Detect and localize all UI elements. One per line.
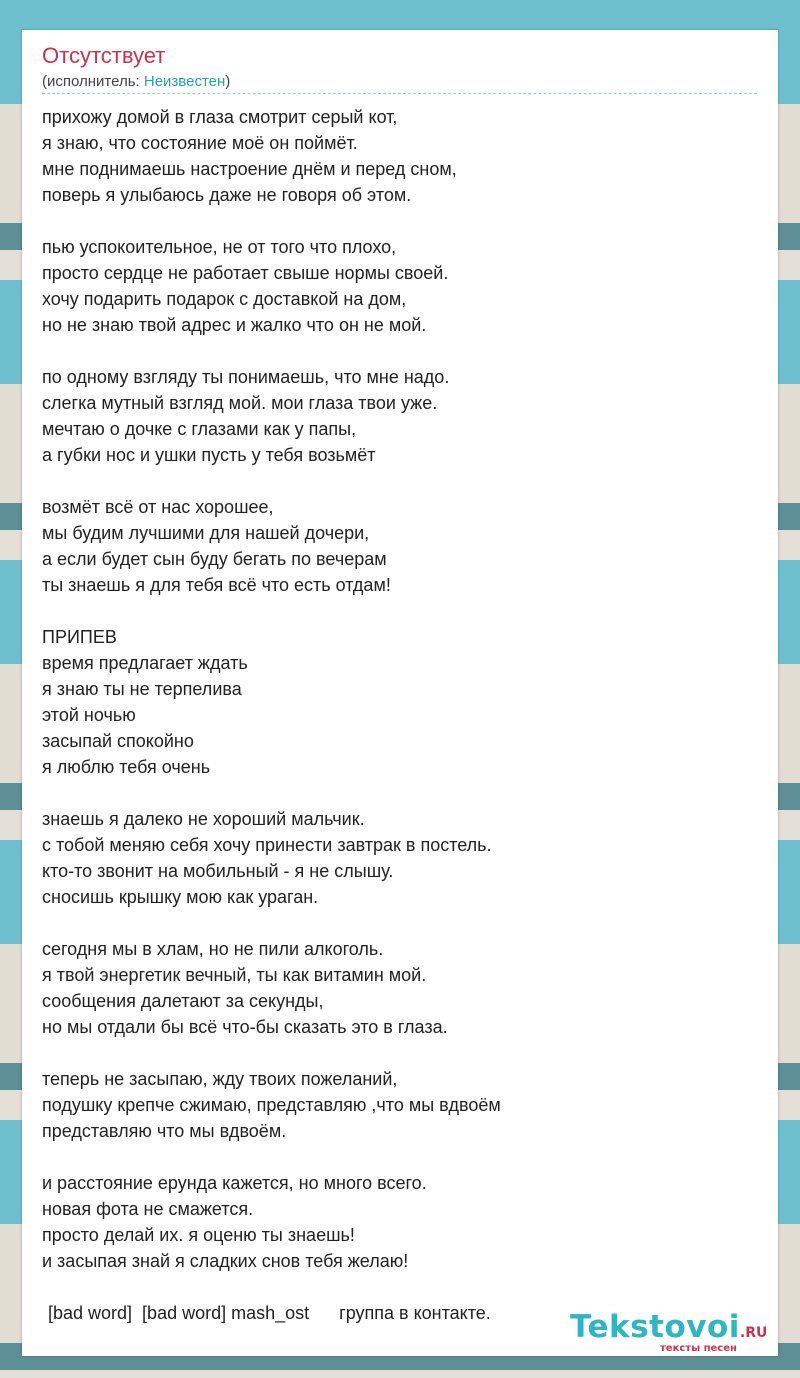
- lyrics-stanza: [42, 364, 742, 468]
- artist-line: [42, 72, 230, 92]
- lyric-line: возмёт всё от нас хорошее,: [42, 497, 274, 517]
- lyric-line: а если будет сын буду бегать по вечерам: [42, 549, 387, 569]
- lyric-line: мечтаю о дочке с глазами как у папы,: [42, 419, 357, 439]
- lyric-line: знаешь я далеко не хороший мальчик.: [42, 809, 365, 829]
- lyric-line: просто делай их. я оценю ты знаешь!: [42, 1225, 355, 1245]
- lyric-line: прихожу домой в глаза смотрит серый кот,: [42, 107, 398, 127]
- lyrics-stanza: [42, 234, 742, 338]
- lyrics-stanza: [42, 624, 742, 780]
- lyrics-stanza: [42, 936, 742, 1040]
- artist-link[interactable]: Неизвестен: [143, 73, 226, 90]
- lyric-line: и расстояние ерунда кажется, но много всего.: [42, 1173, 427, 1193]
- lyric-line: засыпай спокойно: [42, 731, 194, 751]
- lyric-line: я знаю, что состояние моё он поймёт.: [42, 133, 358, 153]
- lyric-line: сносишь крышку мою как ураган.: [42, 887, 319, 907]
- logo-tld: .RU: [739, 1325, 768, 1341]
- lyrics-footer: [bad word] [bad word] mash_ost группа в контакте.: [48, 1303, 491, 1323]
- lyric-line: сообщения далетают за секунды,: [42, 991, 324, 1011]
- lyric-line: кто-то звонит на мобильный - я не слышу.: [42, 861, 394, 881]
- lyric-line: подушку крепче сжимаю, представляю ,что мы вдвоём: [42, 1095, 501, 1115]
- lyrics-stanza: [42, 1170, 742, 1274]
- lyric-line: я твой энергетик вечный, ты как витамин мой.: [42, 965, 427, 985]
- lyric-line: я знаю ты не терпелива: [42, 679, 242, 699]
- lyrics-stanza: [42, 494, 742, 598]
- lyric-line: ты знаешь я для тебя всё что есть отдам!: [42, 575, 391, 595]
- lyric-line: этой ночью: [42, 705, 136, 725]
- lyric-line: и засыпая знай я сладких снов тебя желаю!: [42, 1251, 409, 1271]
- lyric-line: поверь я улыбаюсь даже не говоря об этом.: [42, 185, 412, 205]
- lyric-line: просто сердце не работает свыше нормы своей.: [42, 263, 449, 283]
- lyric-line: мне поднимаешь настроение днём и перед сном,: [42, 159, 457, 179]
- lyrics-stanza: [42, 1066, 742, 1144]
- lyric-line: а губки нос и ушки пусть у тебя возьмёт: [42, 445, 376, 465]
- lyric-line: пью успокоительное, не от того что плохо,: [42, 237, 397, 257]
- artist-suffix: ): [225, 73, 231, 90]
- lyric-line: по одному взгляду ты понимаешь, что мне надо.: [42, 367, 450, 387]
- lyrics-body: [42, 104, 742, 1300]
- lyric-line: но мы отдали бы всё что-бы сказать это в глаза.: [42, 1017, 448, 1037]
- artist-prefix: (исполнитель:: [42, 73, 144, 90]
- site-logo[interactable]: [570, 1310, 780, 1356]
- logo-wordmark: Tekstovoi: [570, 1309, 740, 1345]
- lyric-line: сегодня мы в хлам, но не пили алкоголь.: [42, 939, 384, 959]
- logo-subtitle: тексты песен: [660, 1343, 737, 1354]
- lyric-line: новая фота не смажется.: [42, 1199, 254, 1219]
- lyric-line: хочу подарить подарок с доставкой на дом,: [42, 289, 407, 309]
- lyric-line: я люблю тебя очень: [42, 757, 211, 777]
- lyric-line: ПРИПЕВ: [42, 627, 117, 647]
- lyric-line: мы будим лучшими для нашей дочери,: [42, 523, 370, 543]
- lyrics-stanza: [42, 104, 742, 208]
- lyric-line: представляю что мы вдвоём.: [42, 1121, 287, 1141]
- lyrics-stanza: [42, 806, 742, 910]
- song-title: Отсутствует: [42, 43, 166, 68]
- lyric-line: слегка мутный взгляд мой. мои глаза твои уже.: [42, 393, 438, 413]
- lyric-line: время предлагает ждать: [42, 653, 248, 673]
- lyric-line: теперь не засыпаю, жду твоих пожеланий,: [42, 1069, 398, 1089]
- lyric-line: но не знаю твой адрес и жалко что он не мой.: [42, 315, 427, 335]
- lyrics-card: [22, 30, 778, 1356]
- lyric-line: с тобой меняю себя хочу принести завтрак в постель.: [42, 835, 492, 855]
- header-divider: [42, 93, 757, 94]
